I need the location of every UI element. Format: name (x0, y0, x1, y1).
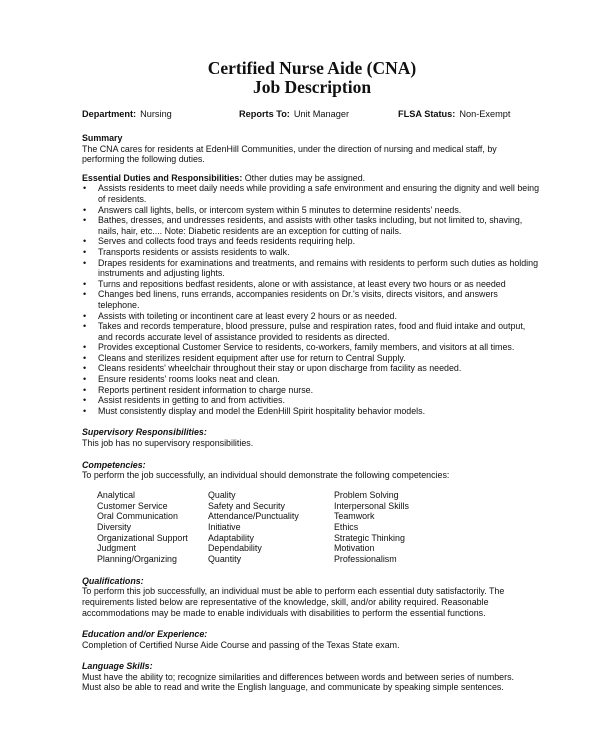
competency-item: Initiative (208, 521, 241, 532)
competency-item: Strategic Thinking (334, 532, 405, 543)
language-line-1: Must have the ability to; recognize similarities and differences between words and between series of numbers. (82, 671, 514, 682)
competency-item: Professionalism (334, 554, 397, 565)
duty-item: • Serves and collects food trays and feeds residents requiring help. (82, 236, 540, 247)
competency-item: Motivation (334, 543, 375, 554)
duty-item: • Cleans residents' wheelchair throughout their stay or upon discharge from facility as needed. (82, 363, 540, 374)
department-label: Department: (82, 109, 137, 119)
competency-item: Dependability (208, 543, 262, 554)
duty-item: • Transports residents or assists residents to walk. (82, 247, 540, 258)
flsa-status-value: Non-Exempt (459, 109, 511, 119)
duties-heading: Essential Duties and Responsibilities: (82, 172, 243, 183)
duties-section (82, 173, 540, 417)
competency-item: Diversity (97, 521, 132, 532)
duty-item: • Must consistently display and model the EdenHill Spirit hospitality behavior models. (82, 406, 540, 417)
education-section (82, 629, 540, 650)
duties-list (82, 183, 540, 416)
competency-item: Adaptability (208, 532, 254, 543)
competency-item: Customer Service (97, 500, 168, 511)
duty-item: • Answers call lights, bells, or intercom system within 5 minutes to determine residents' needs. (82, 205, 540, 216)
department-field (82, 108, 172, 120)
duty-item: • Drapes residents for examinations and treatments, and remains with residents to perform such duties as holding instruments and adjusting lights. (82, 258, 540, 279)
qualifications-section (82, 576, 540, 618)
education-text: Completion of Certified Nurse Aide Course and passing of the Texas State exam. (82, 639, 400, 650)
supervisory-heading: Supervisory Responsibilities: (82, 427, 207, 438)
job-meta-row (82, 108, 540, 122)
qualifications-heading: Qualifications: (82, 575, 144, 586)
qualifications-text: To perform this job successfully, an individual must be able to perform each essential duty satisfactorily. The requirements listed below are representative of the knowledge, skill, and/or ability required. Reasonable accommodations may be made to enable individuals with disabilities to perform the essential functions. (82, 586, 505, 618)
department-value: Nursing (140, 109, 172, 119)
competency-item: Teamwork (334, 511, 375, 522)
competencies-heading: Competencies: (82, 459, 146, 470)
competency-item: Oral Communication (97, 511, 178, 522)
summary-heading: Summary (82, 133, 123, 143)
competencies-section (82, 460, 540, 565)
competency-item: Problem Solving (334, 489, 399, 500)
supervisory-section (82, 427, 540, 448)
duty-item: • Reports pertinent resident information to charge nurse. (82, 385, 540, 396)
reports-to-label: Reports To: (239, 109, 290, 119)
competencies-grid (97, 490, 540, 565)
competency-item: Quantity (208, 554, 242, 565)
duty-item: • Assists with toileting or incontinent care at least every 2 hours or as needed. (82, 311, 540, 322)
duties-note: Other duties may be assigned. (242, 172, 366, 183)
duty-item: • Takes and records temperature, blood pressure, pulse and respiration rates, food and fluid intake and output, and records accurate level of assistance provided to residents as directed. (82, 321, 540, 342)
duty-item: • Assist residents in getting to and from activities. (82, 395, 540, 406)
competency-item: Analytical (97, 489, 135, 500)
duty-item: • Provides exceptional Customer Service to residents, co-workers, family members, and visitors at all times. (82, 342, 540, 353)
reports-to-value: Unit Manager (293, 109, 350, 119)
competency-item: Ethics (334, 521, 359, 532)
duty-item: • Turns and repositions bedfast residents, alone or with assistance, at least every two hours or as needed (82, 279, 540, 290)
duty-item: • Ensure residents' rooms looks neat and clean. (82, 374, 540, 385)
duty-item: • Cleans and sterilizes resident equipment after use for return to Central Supply. (82, 353, 540, 364)
document-subtitle: Job Description (252, 77, 372, 97)
supervisory-text: This job has no supervisory responsibilities. (82, 438, 254, 449)
duty-item: • Assists residents to meet daily needs while providing a safe environment and ensuring the dignity and well being of residents. (82, 183, 540, 204)
competency-item: Attendance/Punctuality (208, 511, 299, 522)
competency-item: Judgment (97, 543, 136, 554)
competencies-intro: To perform the job successfully, an individual should demonstrate the following competencies: (82, 470, 450, 481)
summary-text: The CNA cares for residents at EdenHill Communities, under the direction of nursing and medical staff, by performing the following duties. (82, 143, 497, 165)
duty-item: • Changes bed linens, runs errands, accompanies residents on Dr.'s visits, directs visitors, and answers telephone. (82, 289, 540, 310)
flsa-status-label: FLSA Status: (398, 109, 456, 119)
competency-item: Safety and Security (208, 500, 285, 511)
education-heading: Education and/or Experience: (82, 629, 208, 640)
competency-item: Interpersonal Skills (334, 500, 409, 511)
duty-item: • Bathes, dresses, and undresses residents, and assists with other tasks including, but not limited to, shaving, nails, hair, etc.... Note: Diabetic residents are an exception for cutting of nails. (82, 215, 540, 236)
competency-item: Planning/Organizing (97, 554, 177, 565)
language-heading: Language Skills: (82, 661, 153, 672)
language-line-2: Must also be able to read and write the English language, and communicate by speaking simple sentences. (82, 682, 504, 693)
reports-to-field (239, 108, 349, 120)
summary-section (82, 133, 540, 165)
competency-item: Quality (208, 489, 236, 500)
flsa-status-field (398, 108, 510, 120)
competency-item: Organizational Support (97, 532, 188, 543)
document-title: Certified Nurse Aide (CNA) (207, 58, 417, 78)
language-section (82, 661, 540, 693)
